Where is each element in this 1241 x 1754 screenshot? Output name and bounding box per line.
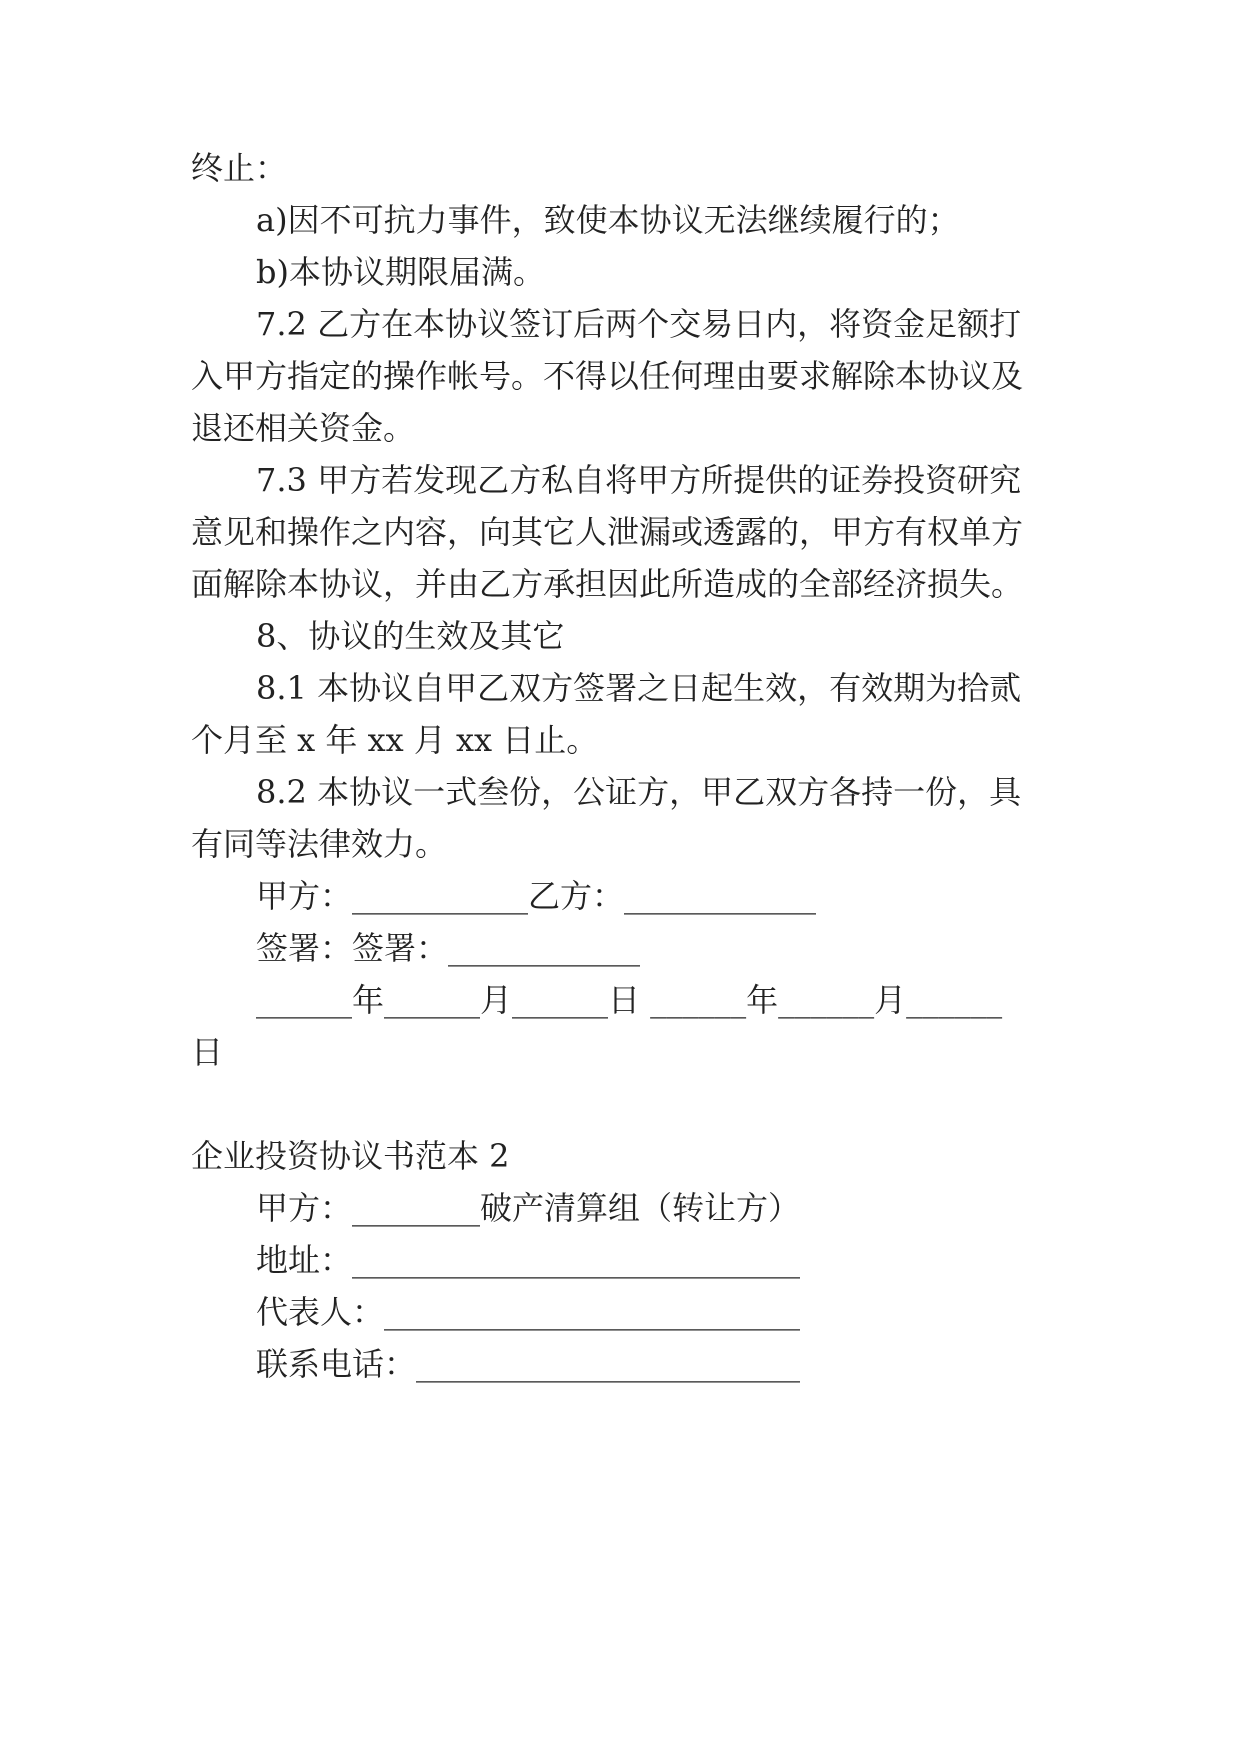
signature-line: 甲方：___________乙方：____________ — [256, 877, 817, 915]
paragraph-line: 个月至 x 年 xx 月 xx 日止。 — [191, 721, 599, 759]
signature-line: 签署：签署：____________ — [256, 929, 641, 967]
paragraph-line: 入甲方指定的操作帐号。不得以任何理由要求解除本协议及 — [191, 357, 1024, 395]
paragraph-line: 8.2 本协议一式叁份，公证方，甲乙双方各持一份，具 — [256, 773, 1022, 811]
paragraph-line: a)因不可抗力事件，致使本协议无法继续履行的； — [256, 201, 960, 239]
paragraph-line: 退还相关资金。 — [191, 409, 416, 447]
date-line: 日 — [191, 1033, 224, 1071]
date-line: ______年______月______日 ______年______月______ — [256, 981, 1003, 1019]
paragraph-line: 有同等法律效力。 — [191, 825, 448, 863]
paragraph-line: 面解除本协议，并由乙方承担因此所造成的全部经济损失。 — [191, 565, 1024, 603]
section-heading: 8、协议的生效及其它 — [256, 617, 565, 655]
paragraph-line: 7.2 乙方在本协议签订后两个交易日内，将资金足额打 — [256, 305, 1022, 343]
form-line: 联系电话：________________________ — [256, 1345, 801, 1383]
form-line: 代表人：__________________________ — [256, 1293, 801, 1331]
paragraph-line: b)本协议期限届满。 — [256, 253, 545, 291]
form-line: 甲方：________破产清算组（转让方） — [256, 1189, 801, 1227]
paragraph-line: 7.3 甲方若发现乙方私自将甲方所提供的证券投资研究 — [256, 461, 1022, 499]
section-title: 企业投资协议书范本 2 — [191, 1137, 510, 1175]
paragraph-line: 意见和操作之内容，向其它人泄漏或透露的，甲方有权单方 — [191, 513, 1024, 551]
paragraph-line: 8.1 本协议自甲乙双方签署之日起生效，有效期为拾贰 — [256, 669, 1022, 707]
paragraph-line: 终止： — [191, 149, 288, 187]
form-line: 地址：____________________________ — [256, 1241, 801, 1279]
